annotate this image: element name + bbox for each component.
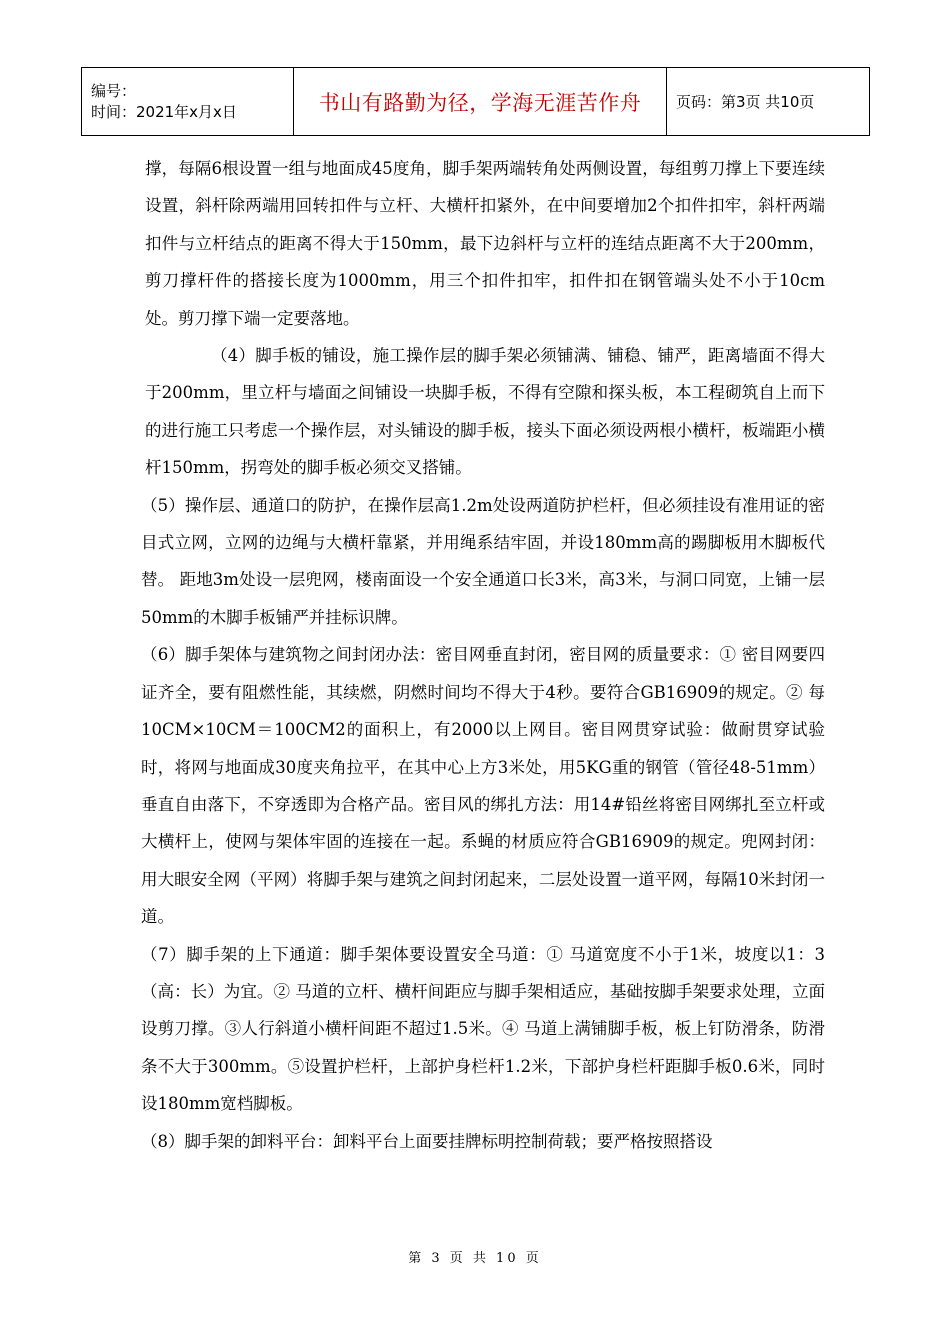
header-motto: 书山有路勤为径，学海无涯苦作舟: [294, 68, 667, 136]
paragraph-item-4: （4）脚手板的铺设，施工操作层的脚手架必须铺满、铺稳、铺严，距离墙面不得大于200mm，里立杆与墙面之间铺设一块脚手板，不得有空隙和探头板，本工程砌筑自上而下的进行施工只考虑一个操作层，对头铺设的脚手板，接头下面必须设两根小横杆，板端距小横杆150mm，拐弯处的脚手板必须交叉搭铺。: [145, 346, 825, 478]
paragraph-item-7: （7）脚手架的上下通道：脚手架体要设置安全马道：① 马道宽度不小于1米，坡度以1：3（高：长）为宜。② 马道的立杆、横杆间距应与脚手架相适应，基础按脚手架要求处理，立面设剪刀撑。③人行斜道小横杆间距不超过1.5米。④ 马道上满铺脚手板，板上钉防滑条，防滑条不大于300mm。⑤设置护栏杆，上部护身栏杆1.2米，下部护身栏杆距脚手板0.6米，同时设180mm宽档脚板。: [141, 944, 825, 1114]
page-header: [81, 67, 870, 136]
page-footer: 第 3 页 共 10 页: [408, 1251, 542, 1266]
document-date-label: 时间：2021年x月x日: [91, 102, 237, 121]
document-body: [141, 150, 825, 1160]
paragraph-item-6: （6）脚手架体与建筑物之间封闭办法：密目网垂直封闭，密目网的质量要求：① 密目网要四证齐全，要有阻燃性能，其续燃，阴燃时间均不得大于4秒。要符合GB16909的规定。② 每10CM×10CM＝100CM2的面积上，有2000以上网目。密目网贯穿试验：做耐贯穿试验时，将网与地面成30度夹角拉平，在其中心上方3米处，用5KG重的钢管（管径48-51mm）垂直自由落下，不穿透即为合格产品。密目风的绑扎方法：用14#铅丝将密目网绑扎至立杆或大横杆上，使网与架体牢固的连接在一起。系蝇的材质应符合GB16909的规定。兜网封闭：用大眼安全网（平网）将脚手架与建筑之间封闭起来，二层处设置一道平网，每隔10米封闭一道。: [141, 645, 825, 927]
header-meta-cell: [82, 68, 294, 136]
document-number-label: 编号：: [91, 81, 137, 100]
paragraph-item-5: （5）操作层、通道口的防护，在操作层高1.2m处设两道防护栏杆，但必须挂设有准用证的密目式立网，立网的边绳与大横杆靠紧，并用绳系结牢固，并设180mm高的踢脚板用木脚板代替。 距地3m处设一层兜网，楼南面设一个安全通道口长3米，高3米，与洞口同宽，上铺一层50mm的木脚手板铺严并挂标识牌。: [141, 495, 825, 627]
paragraph-item-8: （8）脚手架的卸料平台：卸料平台上面要挂牌标明控制荷载；要严格按照搭设: [141, 1131, 713, 1151]
paragraph-continuation: 撑，每隔6根设置一组与地面成45度角，脚手架两端转角处两侧设置，每组剪刀撑上下要连续设置，斜杆除两端用回转扣件与立杆、大横杆扣紧外，在中间要增加2个扣件扣牢，斜杆两端扣件与立杆结点的距离不得大于150mm，最下边斜杆与立杆的连结点距离不大于200mm，剪刀撑杆件的搭接长度为1000mm，用三个扣件扣牢，扣件扣在钢管端头处不小于10cm处。剪刀撑下端一定要落地。: [145, 159, 825, 328]
header-page-number: 页码：第3页 共10页: [667, 68, 870, 136]
